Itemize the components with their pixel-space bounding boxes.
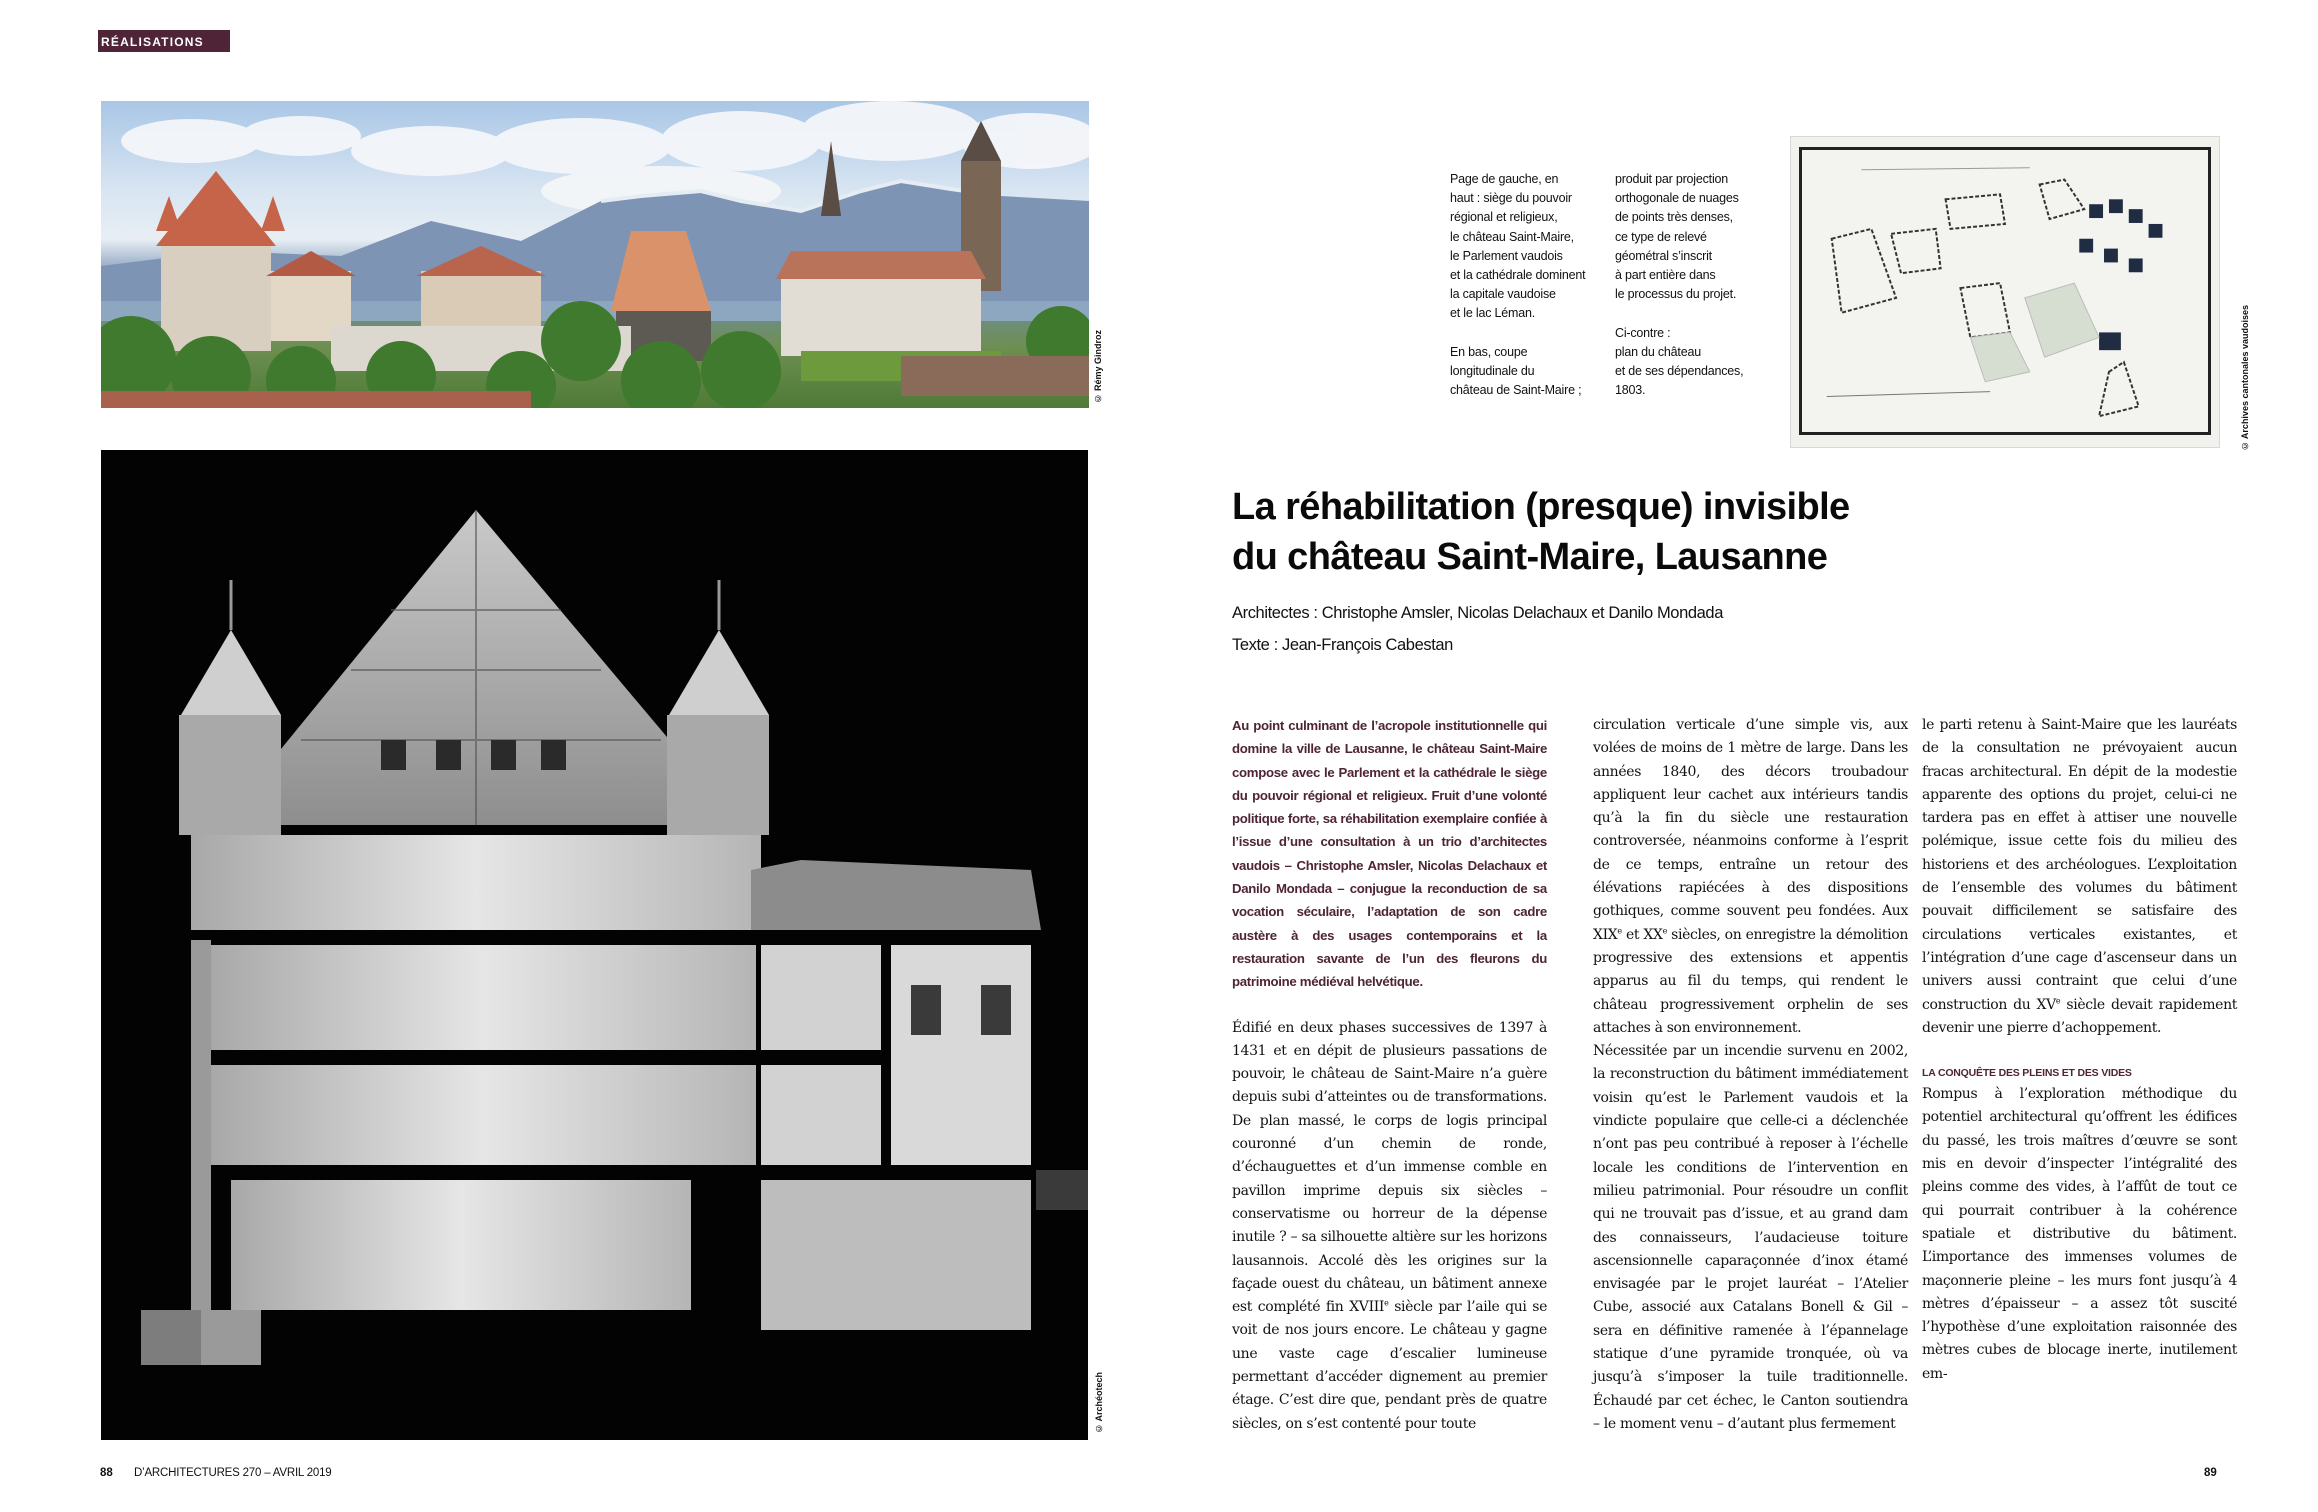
article-paragraph-3: Rompus à l’exploration méthodique du potentiel architectural qu’offrent les édifices du passé, les trois maîtres d’œuvre se sont mis en devoir d’inspecter l’intégralité des pleins comme des vides, à l’affût de tout ce qui pourrait contribuer à la cohérence spatiale et distributive du bâtiment. L’importance des immenses volumes de maçonnerie pleine – les murs font jusqu’à 4 mètres d’épaisseur – a assez tôt suscité l’hypothèse d’une exploitation raisonnée des mètres cubes de blocage inerte, inutilement em-: [1922, 1086, 2238, 1382]
byline-architects: Architectes : Christophe Amsler, Nicolas Delachaux et Danilo Mondada: [1232, 604, 1723, 622]
article-subheading: LA CONQUÊTE DES PLEINS ET DES VIDES: [1922, 1067, 2132, 1080]
article-column-2: [1593, 714, 1908, 1436]
article-paragraph-1: circulation verticale d’une simple vis, aux volées de moins de 1 mètre de large. Dans les années 1840, des décors troubadour appliquent leur cachet aux intérieurs tandis qu’à la fin du siècle une restauration controversée, néanmoins conforme à l’esprit de ce temps, entraîne un retour des élévations rapiécées à des dispositions gothiques, comme souvent peu fondées. Aux XIXe et XXe siècles, on enregistre la démolition progressive des extensions et appentis apparus au fil du temps, qui rendent le château progressivement orphelin de ses attaches à son environnement.: [1593, 717, 1909, 1036]
plan-image: [1790, 136, 2220, 448]
page-number-left: 88: [100, 1467, 113, 1479]
page-number-right: 89: [2204, 1467, 2217, 1479]
photo-credit-plan: © Archives cantonales vaudoises: [2240, 305, 2250, 452]
caption-left: Page de gauche, en haut : siège du pouvoir régional et religieux, le château Saint-Maire, le Parlement vaudois et la cathédrale dominent la capitale vaudoise et le lac Léman. En bas, coupe longitudinale du château de Saint-Maire ;: [1450, 172, 1586, 398]
article-paragraph-2: le parti retenu à Saint-Maire que les lauréats de la consultation ne prévoyaient aucun fracas architectural. En dépit de la modestie apparente des options du projet, celui-ci ne tardera pas en effet à attiser une nouvelle polémique, issue cette fois du milieu des historiens et des archéologues. L’exploitation de l’ensemble des volumes du bâtiment pouvait difficilement se satisfaire des circulations verticales existantes, et l’intégration d’une cage d’ascenseur dans un univers aussi contraint que celui d’une construction du XVe siècle devait rapidement devenir une pierre d’achoppement.: [1922, 717, 2238, 1036]
panorama-photo: [101, 101, 1089, 408]
photo-credit-top: © Rémy Gindroz: [1093, 330, 1103, 404]
caption-right: produit par projection orthogonale de nuages de points très denses, ce type de relevé géométral s’inscrit à part entière dans le processus du projet. Ci-contre : plan du château et de ses dépendances, 1803.: [1615, 172, 1744, 398]
magazine-issue: D’ARCHITECTURES 270 – AVRIL 2019: [134, 1467, 332, 1479]
section-image: [101, 450, 1088, 1440]
section-tag: RÉALISATIONS: [98, 30, 230, 52]
byline-author: Texte : Jean-François Cabestan: [1232, 636, 1453, 654]
article-column-1: [1232, 714, 1547, 1436]
article-paragraph-2: Nécessitée par un incendie survenu en 2002, la reconstruction du bâtiment immédiatement voisin qu’est le Parlement vaudois et la vindicte populaire que celle-ci a déclenchée n’ont pas peu contribué à reposer à l’échelle locale les conditions de l’intervention en milieu patrimonial. Pour résoudre un conflit qui ne trouvait pas d’issue, et au grand dam des connaisseurs, l’audacieuse toiture ascensionnelle caparaçonnée d’inox étamé envisagée par le projet lauréat – l’Atelier Cube, associé aux Catalans Bonell & Gil – sera en définitive ramenée à l’épannelage statique d’une pyramide tronquée, où va jusqu’à s’imposer la tuile traditionnelle. Échaudé par cet échec, le Canton soutiendra – le moment venu – d’autant plus fermement: [1593, 1043, 1909, 1432]
photo-credit-section: © Archéotech: [1094, 1372, 1104, 1434]
article-lead: Au point culminant de l’acropole institutionnelle qui domine la ville de Lausanne, le château Saint-Maire compose avec le Parlement et la cathédrale le siège du pouvoir régional et religieux. Fruit d’une volonté politique forte, sa réhabilitation exemplaire confiée à l’issue d’une consultation à un trio d’architectes vaudois – Christophe Amsler, Nicolas Delachaux et Danilo Mondada – conjugue la reconduction de sa vocation séculaire, l’adaptation de son cadre austère à des usages contemporains et la restauration savante de l’un des fleurons du patrimoine médiéval helvétique.: [1232, 718, 1548, 990]
article-column-3: [1922, 714, 2237, 1386]
article-paragraph-1: Édifié en deux phases successives de 1397 à 1431 et en dépit de plusieurs passations de pouvoir, le château de Saint-Maire n’a guère depuis subi d’atteintes ou de transformations. De plan massé, le corps de logis principal couronné d’un chemin de ronde, d’échauguettes et d’un immense comble en pavillon imprime depuis six siècles – conservatisme ou horreur de la dépense inutile ? – sa silhouette altière sur les horizons lausannois. Accolé dès les origines sur la façade ouest du château, un bâtiment annexe est complété fin XVIIIe siècle par l’aile qui se voit de nos jours encore. Le château y gagne une vaste cage d’escalier lumineuse permettant d’accéder dignement au premier étage. C’est dire que, pendant près de quatre siècles, on s’est contenté pour toute: [1232, 1019, 1548, 1432]
article-title: La réhabilitation (presque) invisible du château Saint-Maire, Lausanne: [1232, 486, 1850, 578]
